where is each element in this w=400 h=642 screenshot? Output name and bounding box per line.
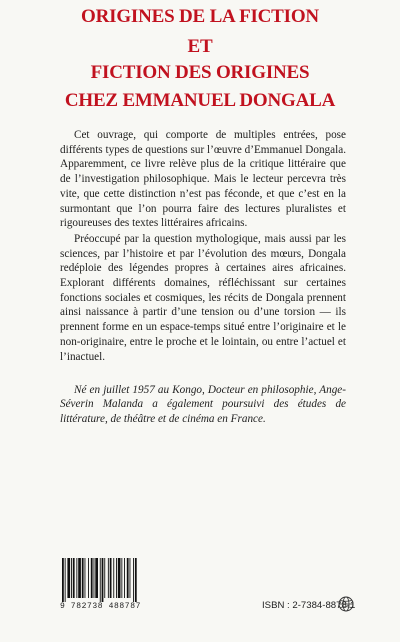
author-bio <box>60 383 346 426</box>
barcode-digits: 9 782738 488787 <box>60 602 142 611</box>
blurb <box>60 128 346 364</box>
author-bio-text: Né en juillet 1957 au Kongo, Docteur en philosophie, Ange-Séverin Malanda a également poursuivi des études de littérature, de théâtre et de cinéma en France. <box>60 384 346 425</box>
blurb-paragraph-2: Préoccupé par la question mythologique, mais aussi par les sciences, par l’histoire et par l’évolution des mœurs, Dongala redéploie des légendes propres à certaines aires africaines. Explorant différents domaines, réfléchissant sur certaines fonctions sociales et cosmiques, les récits de Dongala prennent ainsi naissance à partir d’une tension ou d’une torsion — ils prennent forme en un espace-temps situé entre l’originaire et le non-originaire, entre le proche et le lointain, ou entre l’actuel et l’inactuel. <box>60 232 346 363</box>
isbn: ISBN : 2-7384-8878-1 <box>262 600 356 611</box>
barcode <box>60 558 160 618</box>
title-line-3: FICTION DES ORIGINES <box>90 62 310 83</box>
title-line-2: ET <box>187 36 213 57</box>
title-line-1: ORIGINES DE LA FICTION <box>81 6 319 27</box>
blurb-paragraph-1: Cet ouvrage, qui comporte de multiples entrées, pose différents types de questions sur l’œuvre d’Emmanuel Dongala. Apparemment, ce livre relève plus de la critique littéraire que de l’investigation philosophique. Mais le lecteur percevra très vite, que cette distinction n’est pas féconde, et que c’est en la surmontant que l’on pourra faire des lectures pluralistes et rigoureuses des textes littéraires africains. <box>60 129 346 230</box>
title-line-4: CHEZ EMMANUEL DONGALA <box>64 90 336 111</box>
globe-icon <box>338 596 354 612</box>
barcode-bars <box>60 558 160 602</box>
